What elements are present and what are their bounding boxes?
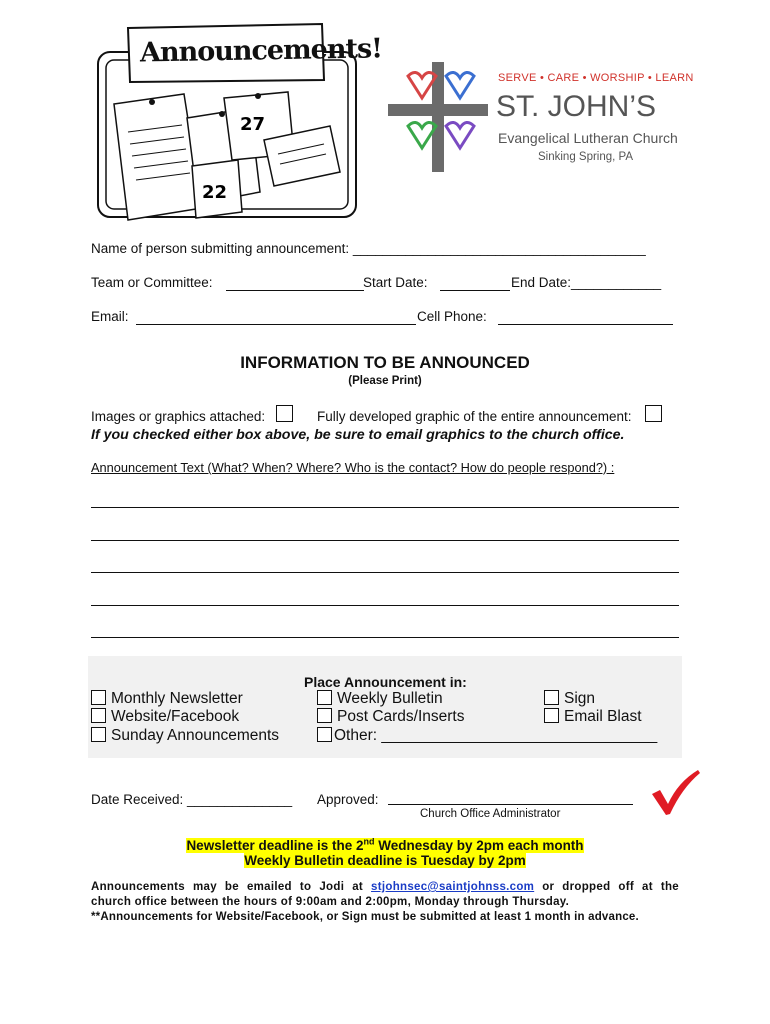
- announcement-text-line[interactable]: [91, 637, 679, 638]
- svg-text:27: 27: [240, 114, 266, 135]
- red-checkmark-icon: [648, 768, 702, 818]
- full-graphic-checkbox[interactable]: [645, 405, 662, 422]
- placement-title: Place Announcement in:: [304, 674, 467, 690]
- team-label: Team or Committee:: [91, 275, 213, 290]
- checkbox-icon[interactable]: [544, 690, 559, 705]
- footer-line-2: church office between the hours of 9:00am and 2:00pm, Monday through Thursday.: [91, 896, 570, 908]
- approved-field[interactable]: [388, 804, 633, 805]
- option-weekly-bulletin[interactable]: Weekly Bulletin: [317, 690, 443, 708]
- full-graphic-label: Fully developed graphic of the entire announcement:: [317, 409, 632, 424]
- bulletin-deadline-highlight: Weekly Bulletin deadline is Tuesday by 2pm: [244, 853, 526, 868]
- office-email-link[interactable]: stjohnsec@saintjohnss.com: [371, 881, 535, 893]
- end-date-field[interactable]: End Date:____________: [511, 275, 662, 290]
- option-post-cards[interactable]: Post Cards/Inserts: [317, 708, 465, 726]
- checkbox-icon[interactable]: [317, 690, 332, 705]
- footer-line-1: Announcements may be emailed to Jodi at stjohnsec@saintjohnss.com or dropped off at the: [91, 881, 679, 893]
- cross-hearts-icon: [388, 62, 488, 172]
- checkbox-icon[interactable]: [317, 727, 332, 742]
- checkbox-icon[interactable]: [544, 708, 559, 723]
- logo-name: ST. JOHN’S: [496, 90, 657, 123]
- admin-caption: Church Office Administrator: [420, 808, 561, 820]
- start-date-field[interactable]: [440, 290, 510, 291]
- logo-tagline: SERVE • CARE • WORSHIP • LEARN: [498, 72, 694, 84]
- approved-label: Approved:: [317, 792, 379, 807]
- date-received-field[interactable]: Date Received: ______________: [91, 792, 293, 807]
- email-label: Email:: [91, 309, 129, 324]
- graphics-warning: If you checked either box above, be sure to email graphics to the church office.: [91, 427, 625, 443]
- logo-subtitle: Evangelical Lutheran Church: [498, 130, 678, 146]
- checkbox-icon[interactable]: [317, 708, 332, 723]
- option-sunday-announcements[interactable]: Sunday Announcements: [91, 727, 279, 745]
- checkbox-icon[interactable]: [91, 690, 106, 705]
- images-attached-label: Images or graphics attached:: [91, 409, 266, 424]
- announcement-text-line[interactable]: [91, 605, 679, 606]
- announcement-text-label: Announcement Text (What? When? Where? Who is the contact? How do people respond?) :: [91, 460, 615, 475]
- option-sign[interactable]: Sign: [544, 690, 595, 708]
- option-website-facebook[interactable]: Website/Facebook: [91, 708, 239, 726]
- cell-phone-label: Cell Phone:: [417, 309, 487, 324]
- logo-location: Sinking Spring, PA: [538, 151, 634, 163]
- newsletter-deadline-highlight: Newsletter deadline is the 2nd Wednesday by 2pm each month: [186, 836, 584, 853]
- images-attached-checkbox[interactable]: [276, 405, 293, 422]
- church-logo: [388, 62, 694, 182]
- info-heading: INFORMATION TO BE ANNOUNCED: [240, 353, 530, 372]
- cell-phone-field[interactable]: [498, 324, 673, 325]
- newsletter-deadline: [0, 836, 770, 853]
- checkbox-icon[interactable]: [91, 708, 106, 723]
- option-other[interactable]: Other: ________________________________: [317, 727, 657, 745]
- footer-line-3: **Announcements for Website/Facebook, or Sign must be submitted at least 1 month in advance.: [91, 911, 639, 923]
- option-monthly-newsletter[interactable]: Monthly Newsletter: [91, 690, 243, 708]
- announcements-banner-text: Announcements!: [139, 33, 383, 69]
- checkbox-icon[interactable]: [91, 727, 106, 742]
- team-field[interactable]: [226, 290, 364, 291]
- announcements-clipart: [92, 22, 383, 232]
- announcement-text-line[interactable]: [91, 507, 679, 508]
- submitter-name-field[interactable]: Name of person submitting announcement: _______________________________________: [91, 241, 646, 256]
- start-date-label: Start Date:: [363, 275, 428, 290]
- bulletin-deadline: [0, 853, 770, 868]
- announcement-text-line[interactable]: [91, 540, 679, 541]
- please-print: (Please Print): [348, 375, 422, 387]
- email-field[interactable]: [136, 324, 416, 325]
- announcement-text-line[interactable]: [91, 572, 679, 573]
- svg-text:22: 22: [202, 182, 228, 203]
- option-email-blast[interactable]: Email Blast: [544, 708, 642, 726]
